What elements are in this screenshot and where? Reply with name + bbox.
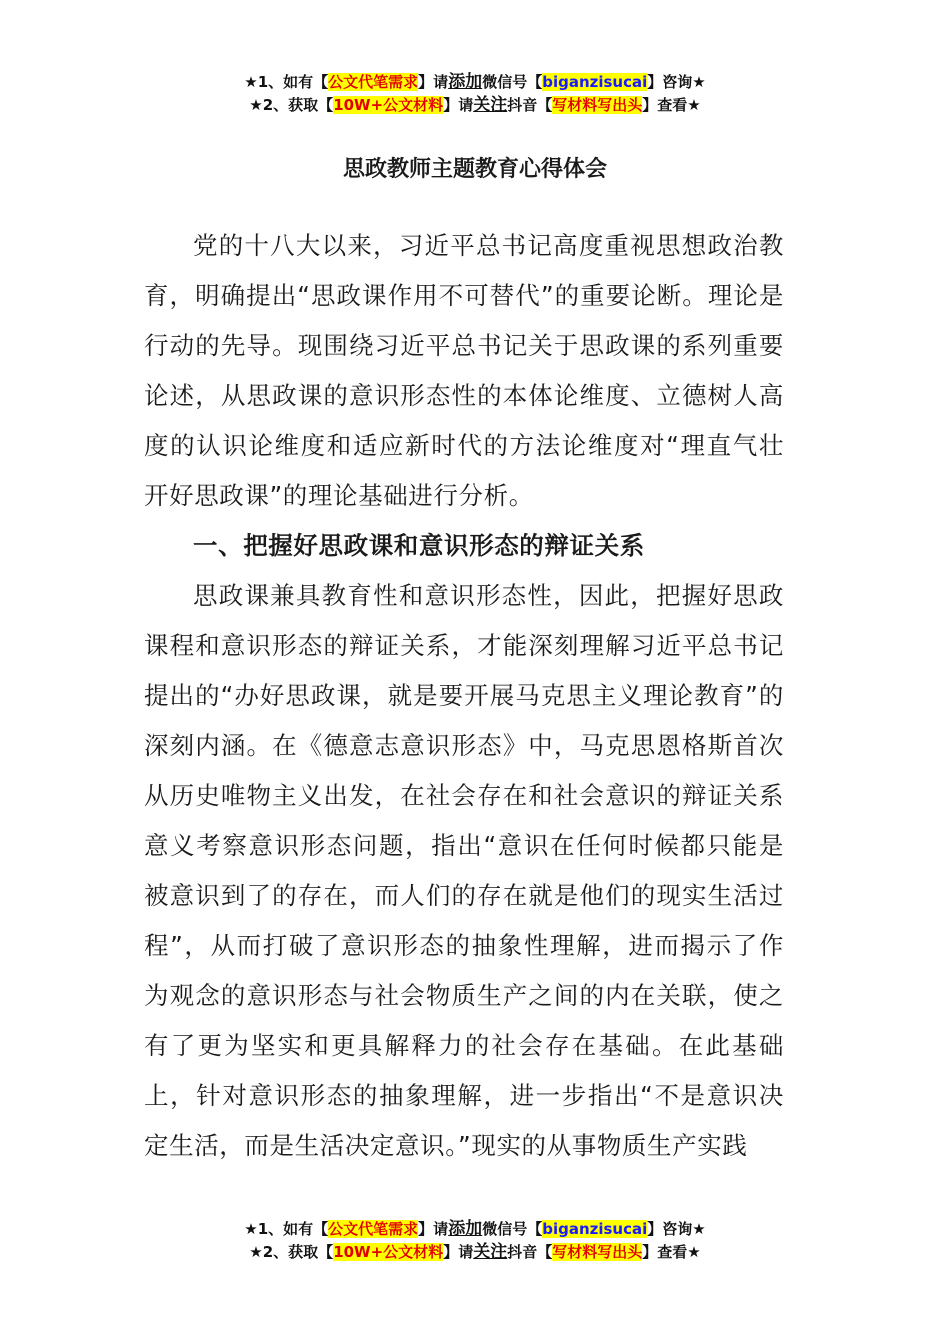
highlight-ghostwriting: 公文代笔需求 (328, 73, 419, 91)
paragraph-intro: 党的十八大以来，习近平总书记高度重视思想政治教育，明确提出“思政课作用不可替代”的重要论断。理论是行动的先导。现围绕习近平总书记关于思政课的系列重要论述，从思政课的意识形态性的本体论维度、立德树人高度的认识论维度和适应新时代的方法论维度对“理直气壮开好思政课”的理论基础进行分析。 (144, 231, 784, 510)
highlight-materials: 10W+公文材料 (333, 96, 444, 114)
section-heading-1: 一、把握好思政课和意识形态的辩证关系 (193, 531, 645, 560)
banner-line-1: ★1、如有【公文代笔需求】请添加微信号【biganzisucai】咨询★ (244, 72, 706, 92)
highlight-douyin: 写材料写出头 (552, 96, 643, 114)
highlight-wechat-id: biganzisucai (542, 1220, 648, 1238)
header-banner (0, 71, 950, 117)
banner-line-1: ★1、如有【公文代笔需求】请添加微信号【biganzisucai】咨询★ (244, 1219, 706, 1239)
document-title: 思政教师主题教育心得体会 (342, 157, 607, 182)
footer-banner (0, 1218, 950, 1264)
highlight-douyin: 写材料写出头 (552, 1243, 643, 1261)
highlight-materials: 10W+公文材料 (333, 1243, 444, 1261)
document-body (144, 221, 784, 1171)
highlight-ghostwriting: 公文代笔需求 (328, 1220, 419, 1238)
banner-line-2: ★2、获取【10W+公文材料】请关注抖音【写材料写出头】查看★ (249, 1242, 701, 1262)
banner-line-2: ★2、获取【10W+公文材料】请关注抖音【写材料写出头】查看★ (249, 95, 701, 115)
paragraph-section-1: 思政课兼具教育性和意识形态性，因此，把握好思政课程和意识形态的辩证关系，才能深刻理解习近平总书记提出的“办好思政课，就是要开展马克思主义理论教育”的深刻内涵。在《德意志意识形态》中，马克思恩格斯首次从历史唯物主义出发，在社会存在和社会意识的辩证关系意义考察意识形态问题，指出“意识在任何时候都只能是被意识到了的存在，而人们的存在就是他们的现实生活过程”，从而打破了意识形态的抽象性理解，进而揭示了作为观念的意识形态与社会物质生产之间的内在关联，使之有了更为坚实和更具解释力的社会存在基础。在此基础上，针对意识形态的抽象理解，进一步指出“不是意识决定生活，而是生活决定意识。”现实的从事物质生产实践 (144, 581, 784, 1160)
highlight-wechat-id: biganzisucai (542, 73, 648, 91)
